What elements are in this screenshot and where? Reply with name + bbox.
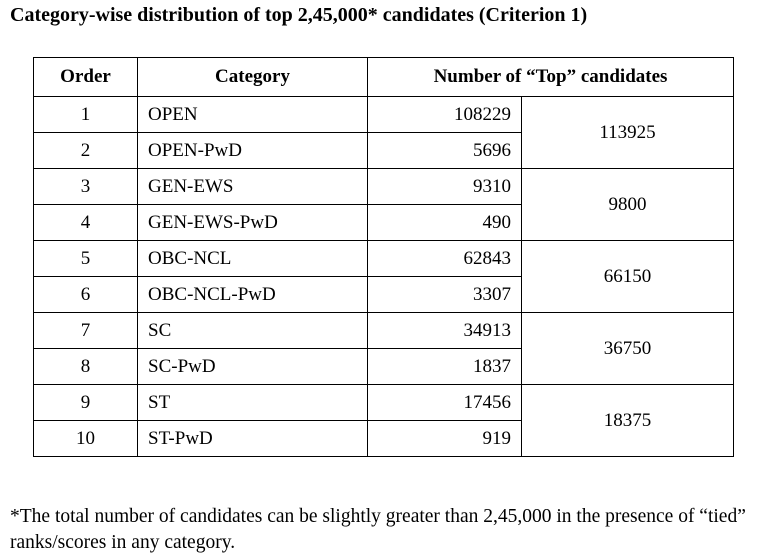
table-title: Category-wise distribution of top 2,45,000* candidates (Criterion 1) <box>10 4 588 26</box>
number-cell: 9310 <box>368 169 522 205</box>
table-row <box>34 169 734 205</box>
number-cell: 3307 <box>368 277 522 313</box>
order-cell: 8 <box>34 349 138 385</box>
category-cell: GEN-EWS <box>138 169 368 205</box>
footnote: *The total number of candidates can be slightly greater than 2,45,000 in the presence of “tied” ranks/scores in any category. <box>10 506 746 553</box>
category-cell: OPEN <box>138 97 368 133</box>
table-row <box>34 313 734 349</box>
number-cell: 490 <box>368 205 522 241</box>
number-cell: 919 <box>368 421 522 457</box>
group-total-cell: 9800 <box>522 169 734 241</box>
candidates-table <box>33 57 734 457</box>
category-cell: SC <box>138 313 368 349</box>
table-row <box>34 97 734 133</box>
category-cell: OPEN-PwD <box>138 133 368 169</box>
order-cell: 4 <box>34 205 138 241</box>
order-cell: 1 <box>34 97 138 133</box>
header-order: Order <box>34 58 138 97</box>
table-header-row <box>34 58 734 97</box>
category-cell: SC-PwD <box>138 349 368 385</box>
table-row <box>34 385 734 421</box>
number-cell: 5696 <box>368 133 522 169</box>
number-cell: 108229 <box>368 97 522 133</box>
category-cell: OBC-NCL <box>138 241 368 277</box>
order-cell: 3 <box>34 169 138 205</box>
category-cell: OBC-NCL-PwD <box>138 277 368 313</box>
category-cell: ST <box>138 385 368 421</box>
table-row <box>34 241 734 277</box>
order-cell: 5 <box>34 241 138 277</box>
number-cell: 1837 <box>368 349 522 385</box>
number-cell: 62843 <box>368 241 522 277</box>
category-cell: ST-PwD <box>138 421 368 457</box>
group-total-cell: 36750 <box>522 313 734 385</box>
group-total-cell: 113925 <box>522 97 734 169</box>
group-total-cell: 18375 <box>522 385 734 457</box>
number-cell: 17456 <box>368 385 522 421</box>
group-total-cell: 66150 <box>522 241 734 313</box>
number-cell: 34913 <box>368 313 522 349</box>
order-cell: 2 <box>34 133 138 169</box>
order-cell: 9 <box>34 385 138 421</box>
order-cell: 10 <box>34 421 138 457</box>
order-cell: 7 <box>34 313 138 349</box>
header-category: Category <box>138 58 368 97</box>
order-cell: 6 <box>34 277 138 313</box>
header-number: Number of “Top” candidates <box>368 58 734 97</box>
category-cell: GEN-EWS-PwD <box>138 205 368 241</box>
